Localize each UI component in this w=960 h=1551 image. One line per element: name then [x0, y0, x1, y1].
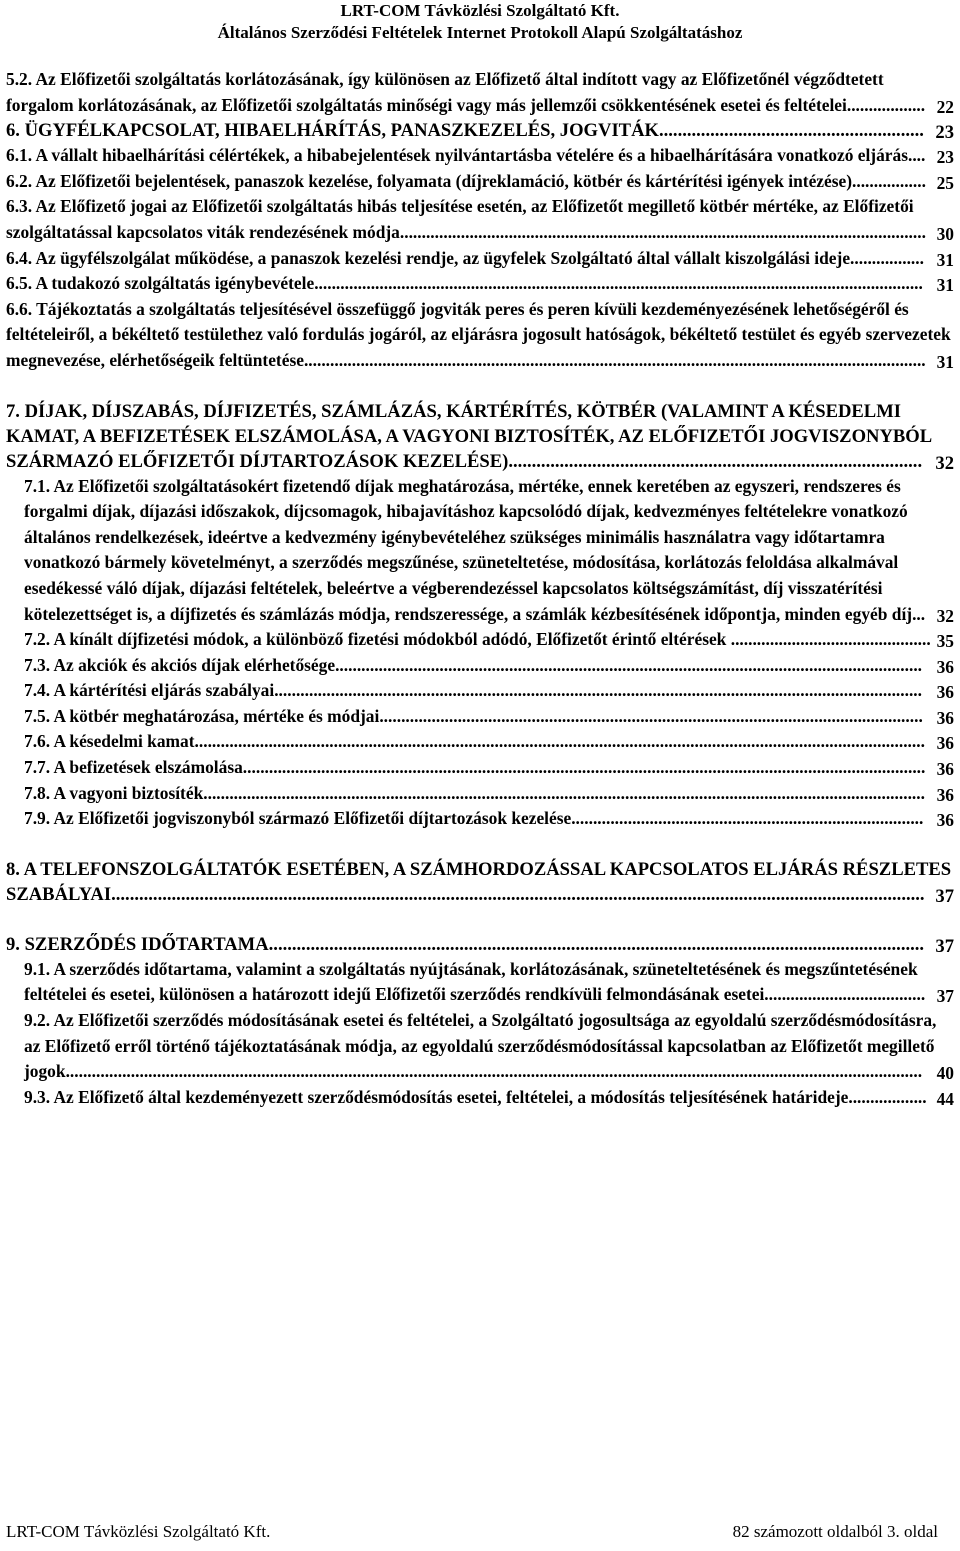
toc-entry[interactable] [24, 474, 954, 628]
toc-page-number: 25 [934, 171, 954, 197]
toc-entry-title: 7.5. A kötbér meghatározása, mértéke és módjai [24, 705, 380, 726]
toc-entry-title: 9.1. A szerződés időtartama, valamint a szolgáltatás nyújtásának, korlátozásának, szüneteltetésének és megszűntetésének feltételei és esetei, különösen a határozott idejű Előfizetői szerződés rendkívüli felmondásának esetei [24, 958, 918, 1005]
toc-entry[interactable] [24, 957, 954, 1008]
toc-dot-leader: ... [912, 603, 926, 624]
toc-page-number: 32 [934, 604, 954, 630]
toc-dot-leader: ............................................................................................................................................................................... [111, 883, 925, 905]
toc-dot-leader: ....................................................................................................................................... [335, 654, 923, 675]
toc-dot-leader: ................. [852, 170, 926, 191]
toc-page-number: 36 [934, 731, 954, 757]
toc-entry-title: 9. SZERZŐDÉS IDŐTARTAMA [6, 933, 269, 955]
toc-entry[interactable] [24, 1085, 954, 1111]
toc-spacer [0, 832, 960, 857]
toc-page-number: 36 [934, 757, 954, 783]
toc-entry-title: 6.6. Tájékoztatás a szolgáltatás teljesítésével összefüggő jogviták peres és peren kívüli kezdeményezésének lehetőségéről és feltételeiről, a békéltető testülethez való fordulás jogáról, az eljárásra jogosult hatóságok, békéltető testület és egyéb szervezetek megnevezése, elérhetőségeik feltüntetése [6, 298, 951, 370]
toc-page-number: 36 [934, 783, 954, 809]
toc-page-number: 32 [932, 451, 954, 476]
toc-entry-title: 6.5. A tudakozó szolgáltatás igénybevétele [6, 273, 315, 294]
toc-page-number: 40 [934, 1061, 954, 1087]
toc-entry-title: 7.1. Az Előfizetői szolgáltatásokért fizetendő díjak meghatározása, mértéke, ennek keretében az egyszeri, rendszeres és forgalmi díjak, díjazási időszakok, díjcsomagok, hibajavításhoz kapcsolódó díjak, kedvezményes feltételekre vonatkozó általános rendelkezések, ideértve a kedvezmény igénybevételéhez szükséges minimális használatra vagy időtartamra vonatkozó bármely követelményt, a szerződés megszűnése, szüneteltetése, módosítása, korlátozás feloldása alkalmával esedékessé váló díjak, díjazási feltételek, beleértve a végberendezéssel kapcsolatos költségszámítást, díj visszatérítési kötelezettséget is, a díjfizetés és számlázás módja, rendszeressége, a számlák kézbesítésének időpontja, minden egyéb díj [24, 475, 913, 624]
header-company: LRT-COM Távközlési Szolgáltató Kft. [340, 1, 620, 20]
toc-entry-title: 7.7. A befizetések elszámolása [24, 757, 243, 778]
toc-entry[interactable] [6, 169, 954, 195]
toc-dot-leader: ................................................................................. [571, 808, 924, 829]
toc-entry-title: 7.2. A kínált díjfizetési módok, a különböző fizetési módokból adódó, Előfizetőt érintő eltérések [24, 629, 731, 650]
toc-dot-leader: ......................................................... [658, 120, 924, 142]
toc-page-number: 37 [932, 884, 954, 909]
toc-entry[interactable] [6, 297, 954, 374]
toc-page-number: 31 [934, 273, 954, 299]
toc-dot-leader: ............................................................................................................................................... [303, 349, 926, 370]
toc-entry[interactable] [6, 932, 954, 957]
toc-entry-title: 7.4. A kártérítési eljárás szabályai [24, 680, 275, 701]
toc-entry[interactable] [24, 704, 954, 730]
toc-entry[interactable] [6, 271, 954, 297]
toc-entry-title: 6.2. Az Előfizetői bejelentések, panaszok kezelése, folyamata (díjreklamáció, kötbér és kártérítési igények intézése) [6, 170, 853, 191]
toc-dot-leader: .................. [848, 1086, 927, 1107]
toc-entry[interactable] [6, 143, 954, 169]
toc-dot-leader: ............................................................................................................................................ [314, 273, 923, 294]
toc-entry[interactable] [6, 246, 954, 272]
toc-entry[interactable] [24, 653, 954, 679]
toc-dot-leader: ............................................................................................................................................................. [242, 757, 926, 778]
footer-page-number: 82 számozott oldalból 3. oldal [732, 1522, 938, 1541]
toc-page-number: 30 [934, 222, 954, 248]
toc-entry-title: 6.4. Az ügyfélszolgálat működése, a panaszok kezelési rendje, az ügyfelek Szolgáltató által vállalt kiszolgálási ideje [6, 247, 851, 268]
toc-entry-title: 6.3. Az Előfizető jogai az Előfizetői szolgáltatás hibás teljesítése esetén, az Előfizetőt megillető kötbér mértéke, az Előfizetői szolgáltatással kapcsolatos viták rendezésének módja [6, 196, 914, 242]
toc-spacer [0, 907, 960, 932]
toc-entry[interactable] [6, 399, 954, 474]
toc-entry[interactable] [24, 1008, 954, 1085]
toc-entry-title: 7.8. A vagyoni biztosíték [24, 782, 204, 803]
toc-entry-title: 8. A TELEFONSZOLGÁLTATÓK ESETÉBEN, A SZÁMHORDOZÁSSAL KAPCSOLATOS ELJÁRÁS RÉSZLETES SZABÁLYAI [6, 858, 952, 905]
toc-entry[interactable] [6, 194, 954, 245]
toc-entry[interactable] [6, 118, 954, 143]
toc-dot-leader: ..................................................................................................................................................... [274, 680, 923, 701]
toc-entry-title: 9.3. Az Előfizető által kezdeményezett szerződésmódosítás esetei, feltételei, a módosítás teljesítésének határideje [24, 1086, 849, 1107]
toc-dot-leader: ..................................... [764, 984, 926, 1005]
toc-entry-title: 7.6. A késedelmi kamat [24, 731, 195, 752]
toc-page-number: 37 [932, 934, 954, 959]
toc-dot-leader: ................. [850, 247, 924, 268]
toc-entry-title: 9.2. Az Előfizetői szerződés módosításának esetei és feltételei, a Szolgáltató jogosultsága az egyoldalú szerződésmódosításra, az Előfizető erről történő tájékoztatásának módja, az egyoldalú szerződésmódosítással kapcsolatban az Előfizetőt megillető jogok [24, 1010, 937, 1082]
toc-spacer [0, 374, 960, 399]
toc-page-number: 23 [934, 145, 954, 171]
toc-entry-title: 6.1. A vállalt hibaelhárítási célértékek, a hibabejelentések nyilvántartásba vételére és a hibaelhárítására vonatkozó eljárás [6, 145, 908, 166]
toc-dot-leader: ............................................................................................................................. [379, 705, 923, 726]
toc-entry[interactable] [24, 781, 954, 807]
toc-page-number: 36 [934, 808, 954, 834]
toc-dot-leader: .... [907, 145, 926, 166]
toc-entry[interactable] [6, 857, 954, 907]
toc-dot-leader: ......................................................................................................................... [399, 221, 926, 242]
toc-page-number: 23 [932, 120, 954, 145]
toc-entry-title: 7.9. Az Előfizetői jogviszonyból származó Előfizetői díjtartozások kezelése [24, 808, 572, 829]
toc-page-number: 36 [934, 706, 954, 732]
toc-page-number: 36 [934, 680, 954, 706]
toc-page-number: 31 [934, 248, 954, 274]
toc-dot-leader: ......................................................................................... [508, 450, 923, 472]
toc-dot-leader: .................. [846, 94, 926, 115]
toc-page-number: 37 [934, 984, 954, 1010]
toc-entry-title: 5.2. Az Előfizetői szolgáltatás korlátozásának, így különösen az Előfizető által indított vagy az Előfizetőnél végződtetett forgalom korlátozásának, az Előfizetői szolgáltatás minőségi vagy más jellemzői csökkentésének esetei és feltételei [6, 69, 884, 115]
toc-dot-leader: ...................................................................................................................................................................... [203, 782, 925, 803]
header-document-title: Általános Szerződési Feltételek Internet Protokoll Alapú Szolgáltatáshoz [217, 23, 743, 42]
toc-page-number: 44 [934, 1087, 954, 1113]
toc-dot-leader: .............................................. [730, 629, 931, 650]
toc-dot-leader: ..................................................................................................................................................................................................... [65, 1061, 923, 1082]
toc-entry[interactable] [24, 729, 954, 755]
toc-dot-leader: ............................................................................................................................................. [268, 933, 925, 955]
toc-dot-leader: ........................................................................................................................................................................ [194, 731, 925, 752]
toc-entry[interactable] [24, 806, 954, 832]
footer-company: LRT-COM Távközlési Szolgáltató Kft. [6, 1522, 271, 1541]
toc-entry[interactable] [6, 67, 954, 118]
toc-page-number: 22 [934, 95, 954, 121]
toc-entry[interactable] [24, 755, 954, 781]
page-header [0, 0, 960, 44]
toc-entry[interactable] [24, 627, 954, 653]
toc-page-number: 31 [934, 350, 954, 376]
toc-entry[interactable] [24, 678, 954, 704]
table-of-contents [0, 67, 960, 1110]
toc-page-number: 36 [934, 655, 954, 681]
toc-entry-title: 6. ÜGYFÉLKAPCSOLAT, HIBAELHÁRÍTÁS, PANASZKEZELÉS, JOGVITÁK [6, 120, 659, 142]
toc-page-number: 35 [934, 629, 954, 655]
toc-entry-title: 7.3. Az akciók és akciós díjak elérhetősége [24, 654, 336, 675]
toc-entry-title: 7. DÍJAK, DÍJSZABÁS, DÍJFIZETÉS, SZÁMLÁZÁS, KÁRTÉRÍTÉS, KÖTBÉR (VALAMINT A KÉSEDELMI KAMAT, A BEFIZETÉSEK ELSZÁMOLÁSA, A VAGYONI BIZTOSÍTÉK, AZ ELŐFIZETŐI JOGVISZONYBÓL SZÁRMAZÓ ELŐFIZETŐI DÍJTARTOZÁSOK KEZELÉSE) [6, 400, 932, 472]
